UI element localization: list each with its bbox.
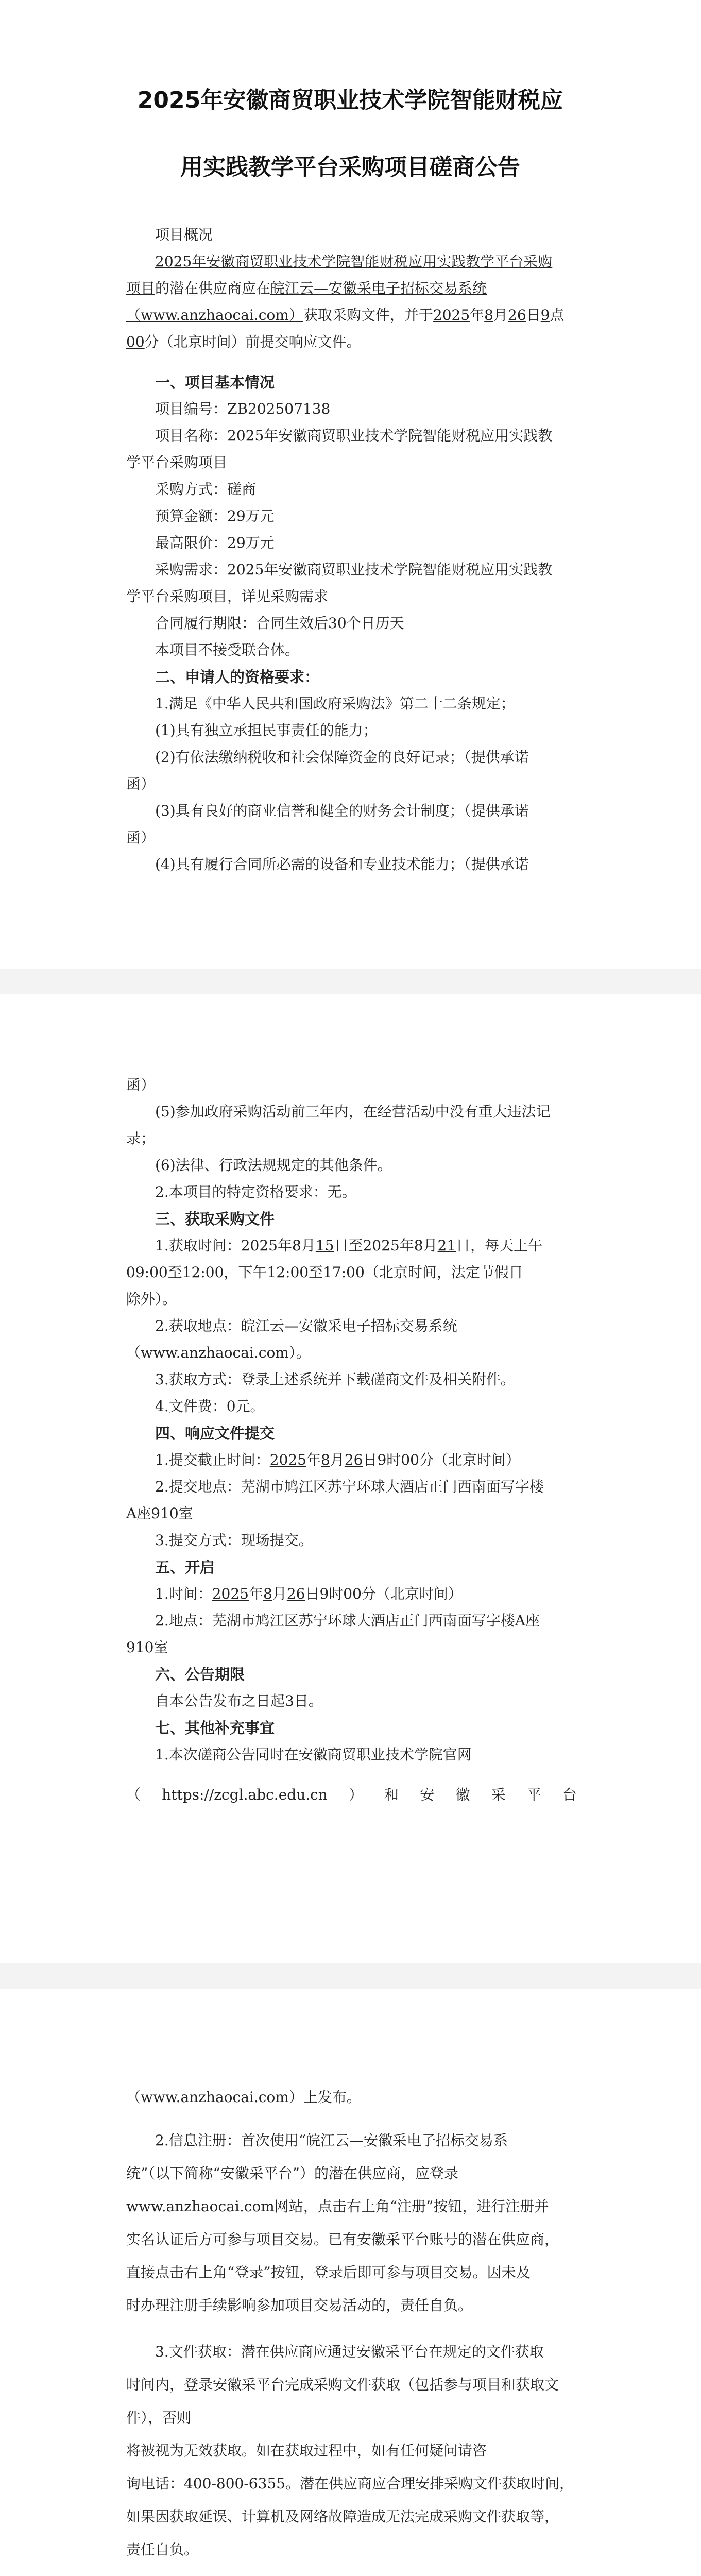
opening-time: 1.时间：2025年8月26日9时00分（北京时间） bbox=[155, 1585, 463, 1602]
document-title-line-1: 2025年安徽商贸职业技术学院智能财税应 bbox=[137, 87, 563, 113]
spacer bbox=[126, 1768, 577, 1782]
qualification-1-5-line-1: (5)参加政府采购活动前三年内，在经营活动中没有重大违法记 bbox=[155, 1103, 551, 1120]
registration-line-5: 直接点击右上角“登录”按钮，登录后即可参与项目交易。因未及 bbox=[126, 2264, 531, 2281]
section-6-heading: 六、公告期限 bbox=[155, 1666, 245, 1683]
submit-place-line-1: 2.提交地点：芜湖市鸠江区苏宁环球大酒店正门西南面写字楼 bbox=[155, 1478, 544, 1495]
opening-place-line-1: 2.地点：芜湖市鸠江区苏宁环球大酒店正门西南面写字楼A座 bbox=[155, 1612, 540, 1629]
intro-line-1: 2025年安徽商贸职业技术学院智能财税应用实践教学平台采购 bbox=[155, 253, 553, 270]
qualification-1-1: (1)具有独立承担民事责任的能力； bbox=[155, 722, 378, 739]
qualification-1-4-line-2: 函） bbox=[126, 1076, 156, 1093]
document-page-3 bbox=[0, 1989, 701, 2576]
registration-line-3: www.anzhaocai.com网站，点击右上角“注册”按钮，进行注册并 bbox=[126, 2198, 549, 2215]
registration-line-1: 2.信息注册：首次使用“皖江云—安徽采电子招标交易系 bbox=[155, 2132, 508, 2149]
intro-line-2: 项目的潜在供应商应在皖江云—安徽采电子招标交易系统 bbox=[126, 280, 487, 297]
project-name-line-2: 学平台采购项目 bbox=[126, 454, 228, 471]
qualification-2: 2.本项目的特定资格要求：无。 bbox=[155, 1183, 356, 1200]
demand-line-2: 学平台采购项目，详见采购需求 bbox=[126, 588, 329, 605]
get-time-line-2: 09:00至12:00，下午12:00至17:00（北京时间，法定节假日 bbox=[126, 1264, 523, 1281]
other-info-line-1: 1.本次磋商公告同时在安徽商贸职业技术学院官网 bbox=[155, 1746, 472, 1763]
intro-line-4: 00分（北京时间）前提交响应文件。 bbox=[126, 333, 361, 350]
procurement-method: 采购方式：磋商 bbox=[155, 481, 257, 498]
budget-amount: 预算金额：29万元 bbox=[155, 507, 275, 524]
document-page-2 bbox=[0, 994, 701, 1963]
project-name-line-1: 项目名称：2025年安徽商贸职业技术学院智能财税应用实践教 bbox=[155, 427, 553, 444]
overview-label: 项目概况 bbox=[155, 226, 213, 243]
qualification-1-3-line-2: 函） bbox=[126, 829, 156, 846]
spacer bbox=[126, 355, 577, 369]
opening-place-line-2: 910室 bbox=[126, 1639, 168, 1656]
qualification-1-3-line-1: (3)具有良好的商业信誉和健全的财务会计制度；（提供承诺 bbox=[155, 802, 529, 819]
file-obtain-line-3: 将被视为无效获取。如在获取过程中，如有任何疑问请咨 bbox=[126, 2442, 487, 2459]
qualification-1-5-line-2: 录； bbox=[126, 1130, 156, 1147]
section-3-heading: 三、获取采购文件 bbox=[155, 1210, 275, 1228]
file-obtain-line-6: 责任自负。 bbox=[126, 2541, 199, 2558]
notice-period: 自本公告发布之日起3日。 bbox=[155, 1692, 323, 1709]
page-3-body bbox=[126, 2084, 577, 2576]
qualification-1: 1.满足《中华人民共和国政府采购法》第二十二条规定； bbox=[155, 695, 515, 712]
website-link[interactable]: https://zcgl.abc.edu.cn bbox=[162, 1786, 328, 1803]
get-time-line-1: 1.获取时间：2025年8月15日至2025年8月21日，每天上午 bbox=[155, 1237, 543, 1254]
contract-period: 合同履行期限：合同生效后30个日历天 bbox=[155, 615, 404, 632]
qualification-1-2-line-2: 函） bbox=[126, 775, 156, 792]
section-5-heading: 五、开启 bbox=[155, 1558, 215, 1576]
max-price: 最高限价：29万元 bbox=[155, 534, 275, 551]
consortium-note: 本项目不接受联合体。 bbox=[155, 641, 300, 658]
intro-line-3: （www.anzhaocai.com）获取采购文件，并于2025年8月26日9点 bbox=[126, 307, 565, 324]
file-fee: 4.文件费：0元。 bbox=[155, 1398, 265, 1415]
qualification-1-6: (6)法律、行政法规规定的其他条件。 bbox=[155, 1157, 392, 1174]
demand-line-1: 采购需求：2025年安徽商贸职业技术学院智能财税应用实践教 bbox=[155, 561, 553, 578]
page-1-body bbox=[126, 222, 577, 878]
submit-method: 3.提交方式：现场提交。 bbox=[155, 1532, 313, 1549]
other-info-line-2: （ https://zcgl.abc.edu.cn ） 和 安 徽 采 平 台 bbox=[126, 1782, 577, 1808]
qualification-1-4-line-1: (4)具有履行合同所必需的设备和专业技术能力；（提供承诺 bbox=[155, 856, 529, 873]
registration-line-4: 实名认证后方可参与项目交易。已有安徽采平台账号的潜在供应商， bbox=[126, 2231, 559, 2248]
page-2-body bbox=[126, 1072, 577, 1808]
submit-deadline: 1.提交截止时间：2025年8月26日9时00分（北京时间） bbox=[155, 1451, 520, 1468]
file-obtain-line-5: 如果因获取延误、计算机及网络故障造成无法完成采购文件获取等， bbox=[126, 2508, 559, 2525]
file-obtain-line-1: 3.文件获取：潜在供应商应通过安徽采平台在规定的文件获取 bbox=[155, 2343, 544, 2360]
submit-place-line-2: A座910室 bbox=[126, 1505, 193, 1522]
section-1-heading: 一、项目基本情况 bbox=[155, 374, 275, 391]
document-page-1 bbox=[0, 0, 701, 969]
get-place-line-2: （www.anzhaocai.com）。 bbox=[126, 1344, 311, 1361]
registration-line-6: 时办理注册手续影响参加项目交易活动的，责任自负。 bbox=[126, 2297, 473, 2314]
get-method: 3.获取方式：登录上述系统并下载磋商文件及相关附件。 bbox=[155, 1371, 515, 1388]
project-number: 项目编号：ZB202507138 bbox=[155, 400, 331, 417]
file-obtain-line-4: 询电话：400-800-6355。潜在供应商应合理安排采购文件获取时间， bbox=[126, 2475, 574, 2492]
file-obtain-line-2: 时间内，登录安徽采平台完成采购文件获取（包括参与项目和获取文件），否则 bbox=[126, 2376, 559, 2426]
qualification-1-2-line-1: (2)有依法缴纳税收和社会保障资金的良好记录；（提供承诺 bbox=[155, 749, 529, 766]
registration-line-2: 统”（以下简称“安徽采平台”）的潜在供应商，应登录 bbox=[126, 2165, 458, 2182]
get-time-line-3: 除外）。 bbox=[126, 1291, 177, 1308]
section-7-heading: 七、其他补充事宜 bbox=[155, 1719, 275, 1737]
section-2-heading: 二、申请人的资格要求： bbox=[155, 668, 320, 686]
other-info-line-3: （www.anzhaocai.com）上发布。 bbox=[126, 2089, 361, 2106]
document-title-line-2: 用实践教学平台采购项目磋商公告 bbox=[180, 154, 520, 180]
section-4-heading: 四、响应文件提交 bbox=[155, 1425, 275, 1442]
get-place-line-1: 2.获取地点：皖江云—安徽采电子招标交易系统 bbox=[155, 1317, 457, 1334]
